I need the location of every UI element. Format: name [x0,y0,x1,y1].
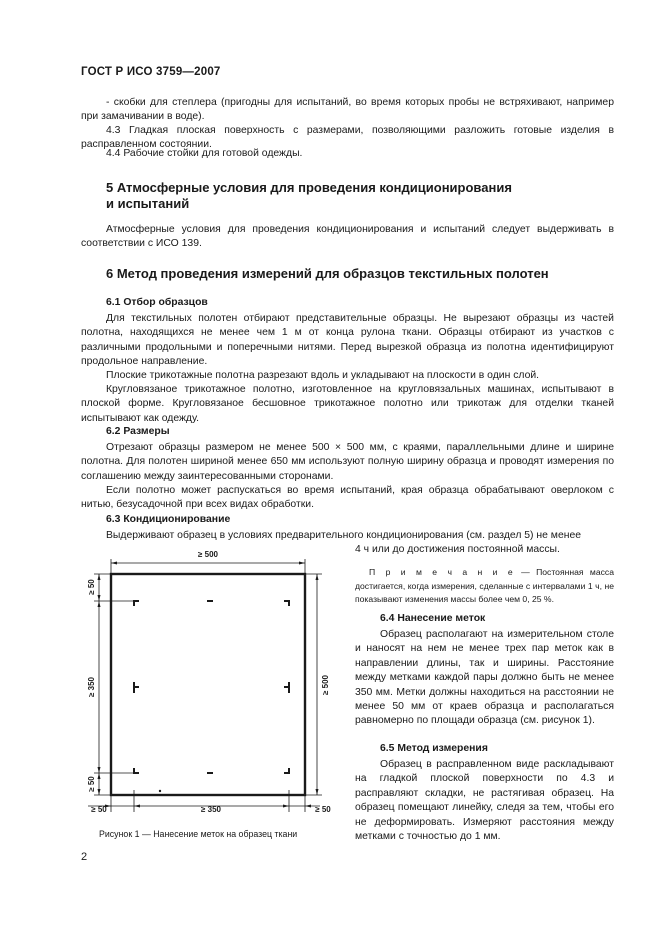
dim-top-label: ≥ 500 [198,550,218,559]
section-5-text: Атмосферные условия для проведения кондиционирования и испытаний следует выдерживать в соответствии с ИСО 139. [81,224,614,250]
dim-left-top-label: ≥ 50 [87,579,96,595]
note-label: П р и м е ч а н и е [369,567,515,577]
dim-right-label: ≥ 500 [321,675,330,695]
subsection-6-1-title: 6.1 Отбор образцов [106,297,208,308]
mark-top-right [284,601,289,606]
subsection-6-5-text: Образец в расправленном виде раскладывают на гладкой плоской поверхности по 4.3 и расправляют складки, не растягивая образец. На образец помещают линейку, следя за тем, чтобы его не деформировать. Измеряют расстояния между метками с точностью до 1 мм. [355,759,614,843]
dim-bottom-left-label: ≥ 50 [91,805,107,814]
subsection-6-3-line1: Выдерживают образец в условиях предварительного кондиционирования (см. раздел 5) не менее [106,530,582,541]
subsection-6-1-p3: Кругловязаное трикотажное полотно, изготовленное на кругловязальных машинах, испытывают в плоской форме. Кругловязаное бесшовное трикотажное полотно или трикотаж для отделки тканей испытывают как одежду. [81,384,614,424]
reference-marks [134,601,289,773]
page-number: 2 [81,851,88,863]
mark-top-left [134,601,139,606]
subsection-6-3-title: 6.3 Кондиционирование [106,514,231,525]
specimen-outline [111,574,305,795]
document-header: ГОСТ Р ИСО 3759—2007 [81,66,221,78]
dim-bottom-right-label: ≥ 50 [315,805,331,814]
subsection-6-4-text: Образец располагают на измерительном столе и наносят на нем не менее трех пар меток как в направлении длины, так и ширины. Расстояние между метками каждой пары должно быть не менее 350 мм. Метки должны находиться на расстоянии не менее 50 мм от краев образца и располагаться равномерно по площади образца (см. рисунок 1). [355,629,614,727]
note [355,566,614,607]
subsection-6-1-p2: Плоские трикотажные полотна разрезают вдоль и укладывают на плоскости в один слой. [106,370,540,381]
subsection-6-5-title: 6.5 Метод измерения [380,743,488,754]
dim-left-bottom-label: ≥ 50 [87,776,96,792]
paragraph-4-4: 4.4 Рабочие стойки для готовой одежды. [106,148,303,159]
section-5-title-line1: 5 Атмосферные условия для проведения кондиционирования [106,180,512,195]
subsection-6-1-p1: Для текстильных полотен отбирают представительные образцы. Не вырезают образцы из частей полотна, находящихся не менее чем 1 м от конца рулона ткани. Образцы отбирают из участков с различными продольными и поперечными нитями. Перед вырезкой образца из полотна идентифицируют продольное направление. [81,313,614,368]
subsection-6-4-title: 6.4 Нанесение меток [380,613,486,624]
mark-bottom-right [284,768,289,773]
subsection-6-2-p1: Отрезают образцы размером не менее 500 × 500 мм, с краями, параллельными длине и ширине полотна. Для полотен шириной менее 650 мм используют полную ширину образца и проводят измерения по соглашению между заинтересованными сторонами. [81,442,614,482]
mark-bottom-left [134,768,139,773]
section-5-title-line2: и испытаний [106,196,190,211]
note-text: — Постоянная масса достигается, когда измерения, сделанные с интервалами 1 ч, не показывают изменения массы более чем 0, 25 %. [355,567,614,604]
subsection-6-2-p2: Если полотно может распускаться во время испытаний, края образца обрабатывают оверлоком с нитью, безусадочной при всех видах обработки. [81,485,614,511]
subsection-6-2-title: 6.2 Размеры [106,426,170,437]
figure-1-caption: Рисунок 1 — Нанесение меток на образец ткани [99,829,298,839]
paragraph-stapler: - скобки для степлера (пригодны для испытаний, во время которых пробы не встряхивают, например при замачивании в воде). [81,97,614,123]
paragraph-4-3: 4.3 Гладкая плоская поверхность с размерами, позволяющими разложить готовые изделия в расправленном состоянии. [81,125,614,151]
dim-left-mid-label: ≥ 350 [87,677,96,697]
section-6-title: 6 Метод проведения измерений для образцов текстильных полотен [106,266,549,281]
figure-1-diagram [80,545,350,820]
section-5-title [106,180,512,212]
dim-bottom-mid-label: ≥ 350 [201,805,221,814]
subsection-6-3-line2: 4 ч или до достижения постоянной массы. [355,544,560,555]
